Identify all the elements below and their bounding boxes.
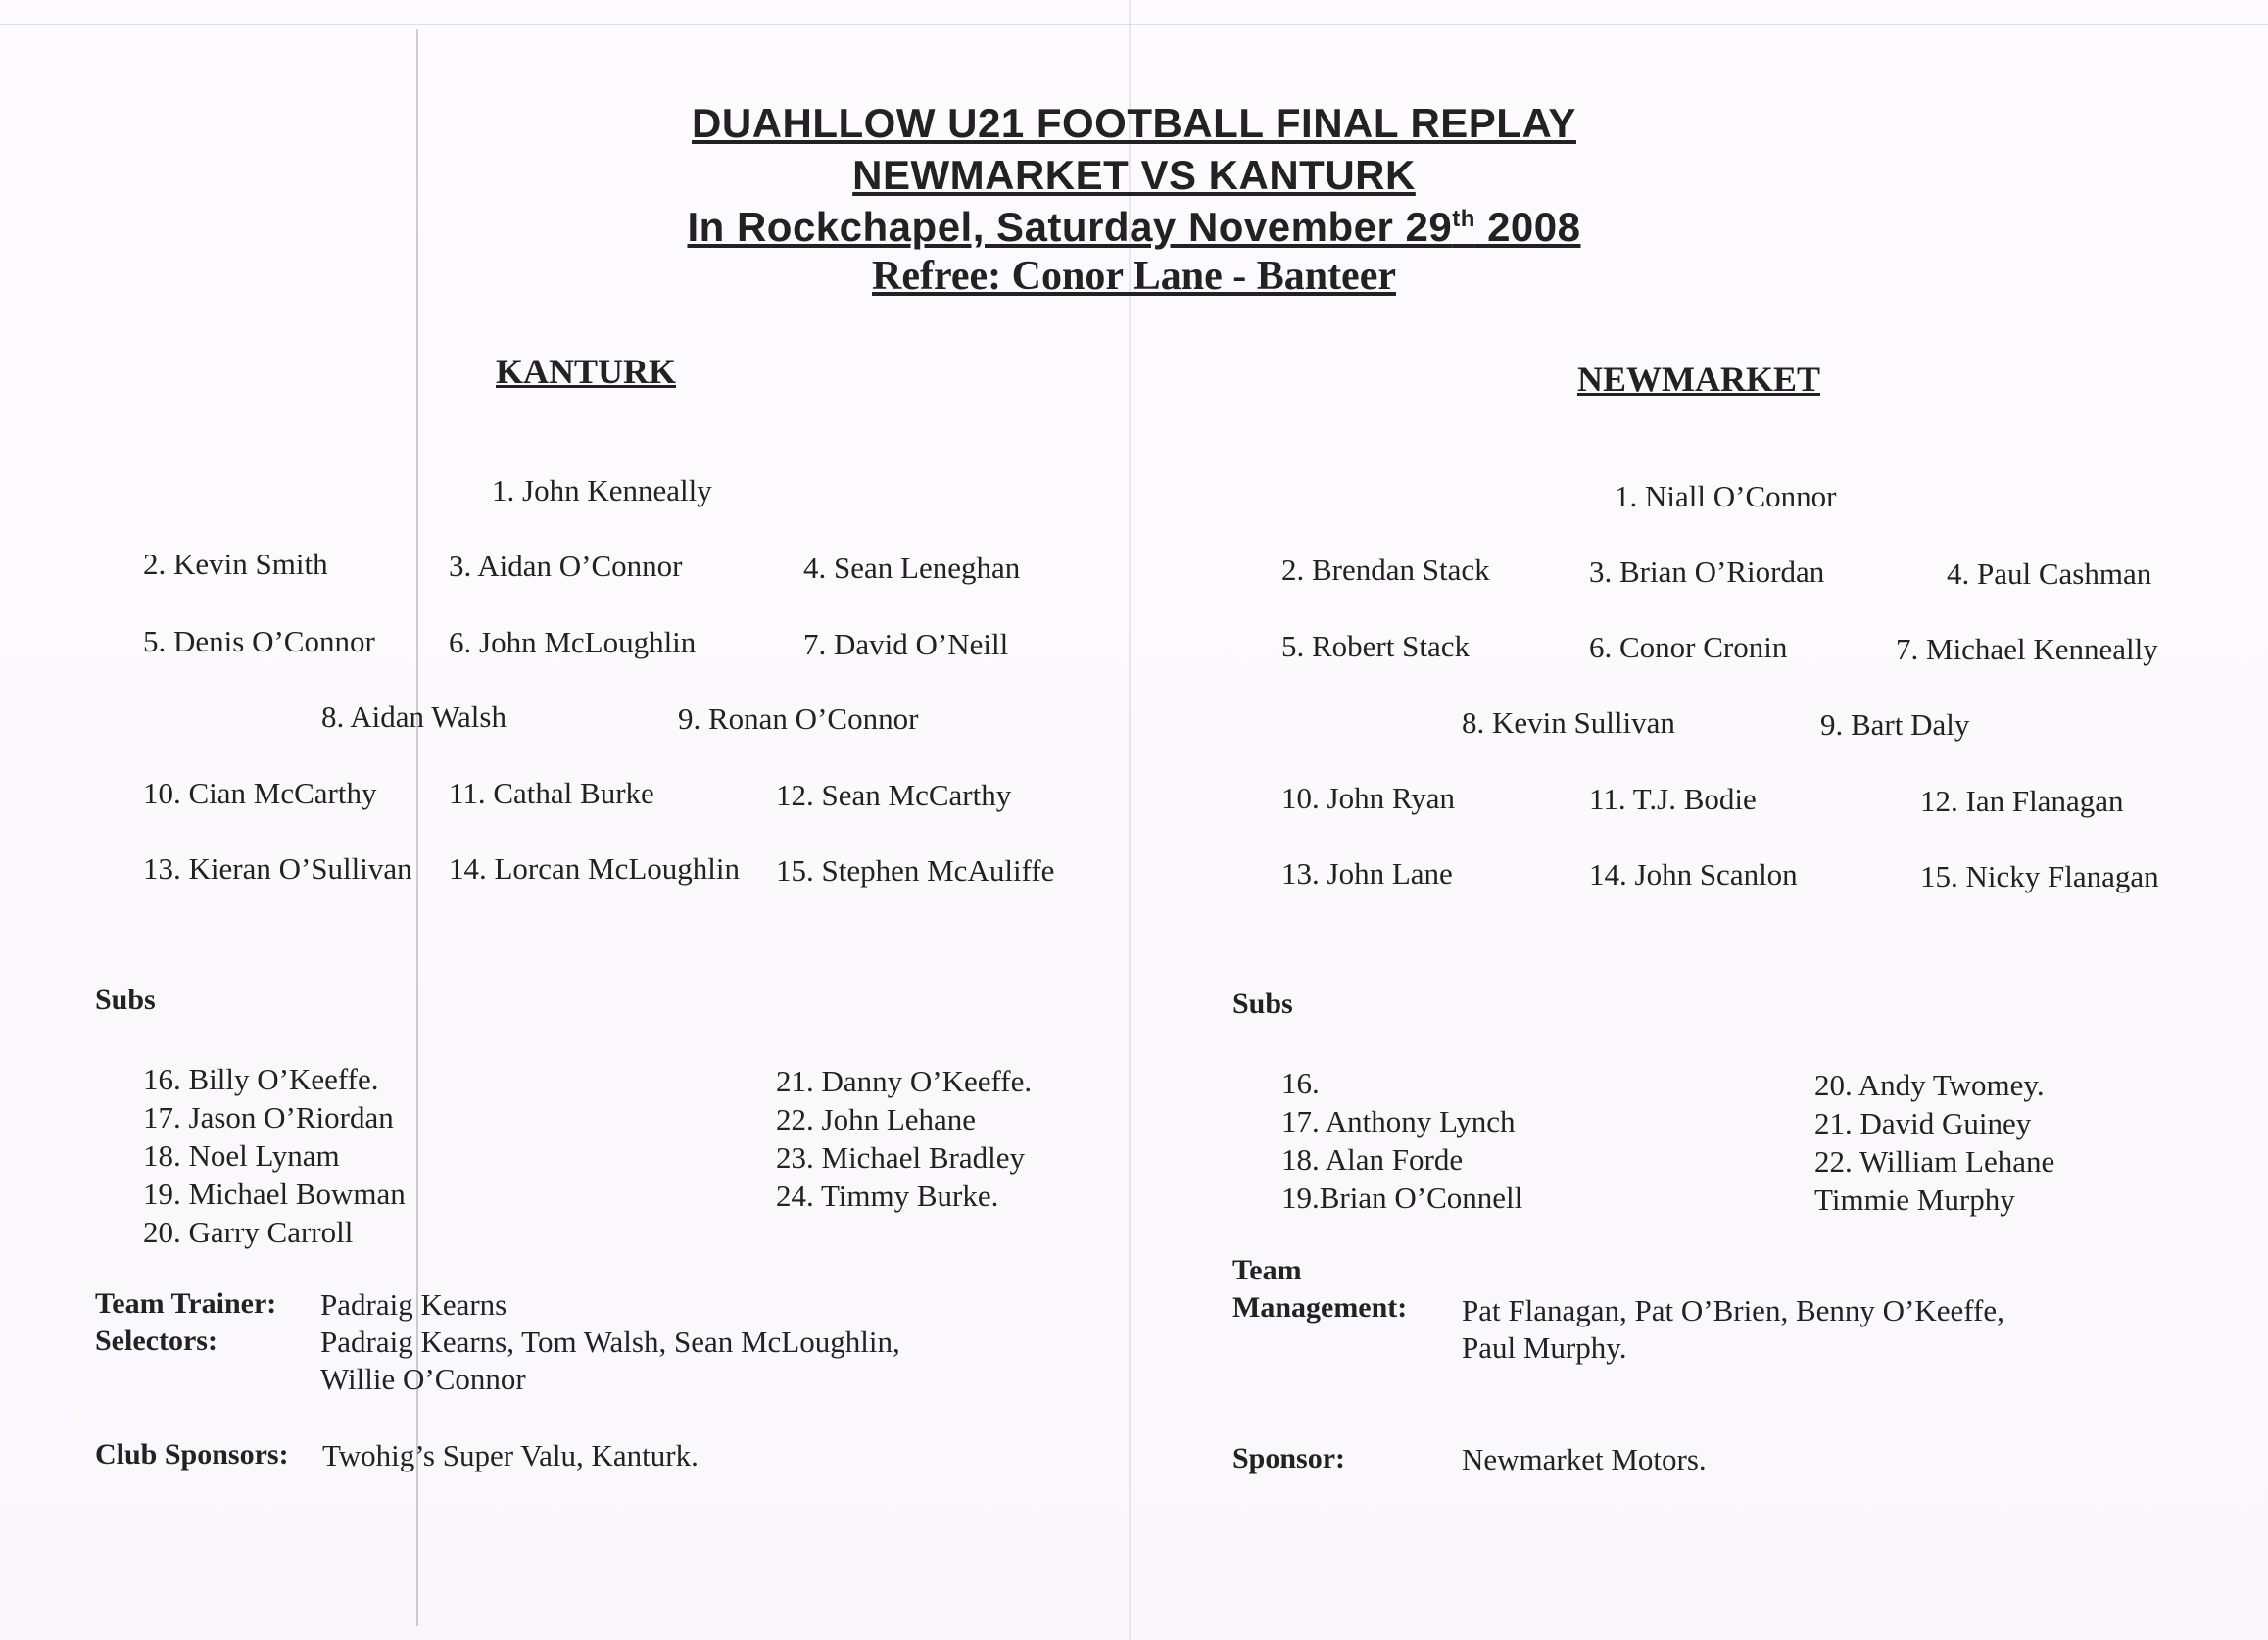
paper-edge <box>0 24 2268 25</box>
date-suffix: th <box>1452 206 1475 232</box>
kanturk-player-2: 2. Kevin Smith <box>143 547 328 581</box>
kanturk-player-12: 12. Sean McCarthy <box>776 778 1012 812</box>
newmarket-sub: 20. Andy Twomey. <box>1814 1068 2045 1102</box>
kanturk-sub: 18. Noel Lynam <box>143 1138 340 1173</box>
newmarket-player-7: 7. Michael Kenneally <box>1896 632 2158 666</box>
newmarket-player-2: 2. Brendan Stack <box>1281 553 1490 587</box>
newmarket-sub: 22. William Lehane <box>1814 1144 2055 1179</box>
newmarket-mgmt-label-2: Management: <box>1232 1291 1408 1324</box>
newmarket-heading: NEWMARKET <box>1577 360 1821 399</box>
kanturk-heading: KANTURK <box>496 352 677 391</box>
match-teams: NEWMARKET VS KANTURK <box>852 152 1416 198</box>
newmarket-player-15: 15. Nicky Flanagan <box>1920 859 2159 893</box>
kanturk-player-7: 7. David O’Neill <box>803 627 1009 661</box>
venue-date-text: In Rockchapel, Saturday November 29 <box>687 204 1453 250</box>
kanturk-sub: 23. Michael Bradley <box>776 1140 1025 1175</box>
kanturk-player-4: 4. Sean Leneghan <box>803 551 1021 585</box>
newmarket-sub: 17. Anthony Lynch <box>1281 1104 1516 1138</box>
kanturk-subs-left <box>143 1060 406 1251</box>
newmarket-sponsor: Newmarket Motors. <box>1462 1442 1707 1476</box>
newmarket-player-13: 13. John Lane <box>1281 856 1453 891</box>
kanturk-sub: 24. Timmy Burke. <box>776 1179 999 1213</box>
kanturk-selectors-label: Selectors: <box>95 1325 217 1357</box>
newmarket-subs-right <box>1814 1066 2054 1219</box>
newmarket-player-9: 9. Bart Daly <box>1820 707 1970 742</box>
newmarket-player-10: 10. John Ryan <box>1281 781 1456 815</box>
kanturk-sponsor-label: Club Sponsors: <box>95 1438 289 1471</box>
referee: Refree: Conor Lane - Banteer <box>872 254 1396 299</box>
newmarket-player-6: 6. Conor Cronin <box>1589 630 1788 664</box>
kanturk-player-6: 6. John McLoughlin <box>449 625 697 659</box>
kanturk-selectors-line2: Willie O’Connor <box>320 1362 526 1396</box>
kanturk-sub: 21. Danny O’Keeffe. <box>776 1064 1033 1098</box>
kanturk-player-9: 9. Ronan O’Connor <box>678 701 919 736</box>
kanturk-player-11: 11. Cathal Burke <box>449 776 654 810</box>
kanturk-player-13: 13. Kieran O’Sullivan <box>143 851 412 886</box>
newmarket-mgmt-label-1: Team <box>1232 1254 1302 1286</box>
kanturk-selectors-line1: Padraig Kearns, Tom Walsh, Sean McLoughlin, <box>320 1325 900 1359</box>
newmarket-sub: 21. David Guiney <box>1814 1106 2032 1140</box>
kanturk-sub: 16. Billy O’Keeffe. <box>143 1062 379 1096</box>
newmarket-mgmt-line2: Paul Murphy. <box>1462 1330 1627 1365</box>
kanturk-player-3: 3. Aidan O’Connor <box>449 549 683 583</box>
kanturk-player-1: 1. John Kenneally <box>492 473 712 507</box>
newmarket-player-12: 12. Ian Flanagan <box>1920 784 2124 818</box>
newmarket-sponsor-label: Sponsor: <box>1232 1442 1346 1474</box>
newmarket-player-11: 11. T.J. Bodie <box>1589 782 1757 816</box>
kanturk-trainer: Padraig Kearns <box>320 1287 507 1322</box>
kanturk-sub: 17. Jason O’Riordan <box>143 1100 394 1134</box>
kanturk-player-14: 14. Lorcan McLoughlin <box>449 851 741 886</box>
match-title: DUAHLLOW U21 FOOTBALL FINAL REPLAY <box>692 100 1576 146</box>
kanturk-trainer-label: Team Trainer: <box>95 1287 277 1320</box>
newmarket-player-3: 3. Brian O’Riordan <box>1589 555 1825 589</box>
venue-date-year: 2008 <box>1474 204 1581 250</box>
kanturk-sub: 20. Garry Carroll <box>143 1215 354 1249</box>
newmarket-subs-left <box>1281 1064 1522 1217</box>
newmarket-subs-label: Subs <box>1232 988 1293 1020</box>
newmarket-player-14: 14. John Scanlon <box>1589 857 1798 892</box>
newmarket-sub: 18. Alan Forde <box>1281 1142 1464 1177</box>
newmarket-sub: 16. <box>1281 1066 1320 1100</box>
match-venue-date <box>0 204 2268 251</box>
newmarket-sub: 19.Brian O’Connell <box>1281 1181 1523 1215</box>
kanturk-subs-right <box>776 1062 1032 1215</box>
kanturk-sub: 19. Michael Bowman <box>143 1177 406 1211</box>
newmarket-sub: Timmie Murphy <box>1814 1182 2015 1217</box>
kanturk-sub: 22. John Lehane <box>776 1102 977 1136</box>
newmarket-player-8: 8. Kevin Sullivan <box>1462 705 1675 740</box>
kanturk-player-10: 10. Cian McCarthy <box>143 776 377 810</box>
kanturk-sponsor: Twohig’s Super Valu, Kanturk. <box>322 1438 699 1472</box>
kanturk-player-5: 5. Denis O’Connor <box>143 624 375 658</box>
newmarket-player-4: 4. Paul Cashman <box>1947 556 2152 591</box>
newmarket-player-5: 5. Robert Stack <box>1281 629 1470 663</box>
kanturk-player-15: 15. Stephen McAuliffe <box>776 853 1055 888</box>
kanturk-subs-label: Subs <box>95 984 156 1016</box>
kanturk-player-8: 8. Aidan Walsh <box>321 699 507 734</box>
newmarket-player-1: 1. Niall O’Connor <box>1615 479 1837 513</box>
newmarket-mgmt-line1: Pat Flanagan, Pat O’Brien, Benny O’Keeffe, <box>1462 1293 2004 1327</box>
